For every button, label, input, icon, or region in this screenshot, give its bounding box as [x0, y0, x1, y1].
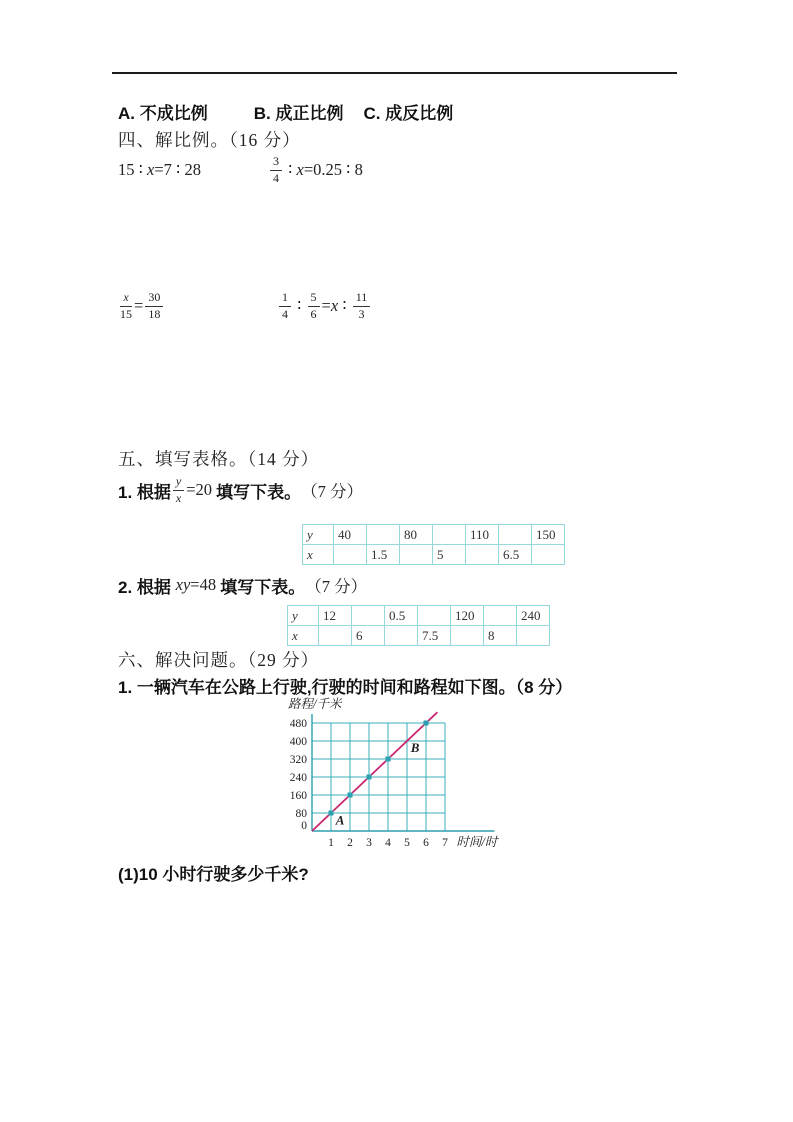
- section5-sub2: [118, 571, 367, 599]
- table-cell: 40: [334, 525, 367, 545]
- table-cell: [466, 545, 499, 565]
- table-header-cell: x: [303, 545, 334, 565]
- y-tick-label: 0: [301, 820, 307, 832]
- y-tick-label: 400: [289, 736, 307, 748]
- table-cell: 120: [451, 606, 484, 626]
- fill-in-table: [302, 524, 565, 565]
- eq-text: ∶: [338, 296, 351, 315]
- eq-text: xy: [175, 575, 191, 594]
- options-row: [118, 99, 453, 124]
- equation-3: [118, 286, 165, 326]
- fill-table-2: [287, 605, 550, 646]
- fraction-denominator: 4: [282, 306, 288, 321]
- fraction-denominator: x: [175, 490, 182, 505]
- x-axis-title: 时间/时: [456, 835, 498, 849]
- eq-text: =0.25 ∶ 8: [303, 160, 363, 179]
- table-cell: [484, 606, 517, 626]
- y-tick-label: 320: [289, 754, 307, 766]
- y-tick-label: 160: [289, 790, 307, 802]
- eq-text: =: [321, 296, 331, 315]
- data-point: [367, 775, 372, 780]
- data-point: [386, 757, 391, 762]
- table-cell: 5: [433, 545, 466, 565]
- table-cell: 0.5: [385, 606, 418, 626]
- eq-text: x: [296, 160, 304, 179]
- fraction-numerator: 11: [353, 291, 371, 306]
- fraction-numerator: 30: [145, 291, 163, 306]
- option-b: B. 成正比例: [253, 104, 344, 123]
- fraction: [120, 291, 132, 320]
- fraction-denominator: 4: [273, 170, 279, 185]
- table-cell: 240: [517, 606, 550, 626]
- eq-text: ∶: [293, 296, 306, 315]
- table-cell: 110: [466, 525, 499, 545]
- data-point: [329, 811, 334, 816]
- fraction-numerator: 5: [308, 291, 320, 306]
- fraction-numerator: 1: [279, 291, 291, 306]
- fraction-numerator: 3: [270, 155, 282, 170]
- x-tick-label: 1: [328, 837, 334, 849]
- table-header-cell: y: [288, 606, 319, 626]
- problem1-text: 1. 一辆汽车在公路上行驶,行驶的时间和路程如下图。（8 分）: [118, 678, 573, 697]
- fraction: [270, 155, 282, 184]
- table-cell: [499, 525, 532, 545]
- table-cell: [367, 525, 400, 545]
- fraction-numerator: y: [173, 475, 184, 490]
- eq-text: x: [147, 160, 155, 179]
- section6-title: 六、解决问题。（29 分）: [118, 650, 320, 670]
- table-cell: [433, 525, 466, 545]
- section5-title: 五、填写表格。（14 分）: [118, 449, 320, 469]
- fraction-denominator: 15: [120, 306, 132, 321]
- table-cell: 6: [352, 626, 385, 646]
- eq-text: 1. 根据: [118, 482, 171, 502]
- x-tick-label: 6: [423, 837, 429, 849]
- table-cell: 6.5: [499, 545, 532, 565]
- point-label-B: B: [410, 739, 420, 755]
- y-tick-label: 80: [295, 808, 307, 820]
- eq-text: （7 分）: [305, 577, 368, 596]
- section4-title: 四、解比例。（16 分）: [118, 130, 301, 150]
- x-tick-label: 5: [404, 837, 410, 849]
- data-point: [424, 721, 429, 726]
- table-cell: [451, 626, 484, 646]
- eq-text: =48: [190, 575, 221, 594]
- table-cell: [319, 626, 352, 646]
- fraction: [145, 291, 163, 320]
- table-cell: [418, 606, 451, 626]
- top-divider: [112, 72, 677, 74]
- table-row: [288, 606, 550, 626]
- table-cell: [517, 626, 550, 646]
- table-row: [288, 626, 550, 646]
- equation-4: [277, 286, 372, 326]
- section5-sub1: [118, 473, 363, 507]
- fraction-denominator: 18: [148, 306, 161, 321]
- fraction-denominator: 6: [310, 306, 317, 321]
- eq-text: 填写下表。: [220, 577, 306, 597]
- x-tick-label: 7: [442, 837, 448, 849]
- distance-time-graph: [270, 694, 520, 859]
- fraction: [173, 475, 184, 504]
- equation-2: [268, 150, 363, 190]
- eq-text: =20: [186, 480, 217, 499]
- question1-text: (1)10 小时行驶多少千米?: [118, 865, 309, 884]
- table-cell: [352, 606, 385, 626]
- distance-time-chart: [270, 694, 520, 859]
- fill-in-table: [287, 605, 550, 646]
- eq-text: =7 ∶ 28: [154, 160, 201, 179]
- eq-text: x: [330, 296, 339, 315]
- table-cell: 80: [400, 525, 433, 545]
- option-c: C. 成反比例: [363, 104, 454, 123]
- table-cell: [334, 545, 367, 565]
- y-axis-title: 路程/千米: [288, 697, 342, 711]
- table-cell: 150: [532, 525, 565, 545]
- table-cell: 12: [319, 606, 352, 626]
- table-cell: 7.5: [418, 626, 451, 646]
- table-row: [303, 525, 565, 545]
- eq-text: 2. 根据: [118, 577, 176, 597]
- data-point: [348, 793, 353, 798]
- fraction-numerator: x: [120, 291, 132, 306]
- y-tick-label: 240: [289, 772, 307, 784]
- table-cell: 8: [484, 626, 517, 646]
- x-tick-label: 4: [385, 837, 391, 849]
- table-cell: [385, 626, 418, 646]
- eq-text: （7 分）: [301, 482, 364, 501]
- eq-text: 15 ∶: [118, 160, 148, 179]
- fill-table-1: [302, 524, 565, 565]
- table-header-cell: x: [288, 626, 319, 646]
- fraction: [353, 291, 371, 320]
- fraction-denominator: 3: [358, 306, 365, 321]
- table-row: [303, 545, 565, 565]
- fraction: [308, 291, 320, 320]
- x-tick-label: 3: [366, 837, 372, 849]
- table-cell: 1.5: [367, 545, 400, 565]
- option-a: A. 不成比例: [118, 104, 208, 123]
- eq-text: ∶: [284, 160, 297, 179]
- table-cell: [532, 545, 565, 565]
- table-header-cell: y: [303, 525, 334, 545]
- eq-text: =: [134, 296, 144, 315]
- fraction: [279, 291, 291, 320]
- x-tick-label: 2: [347, 837, 353, 849]
- table-cell: [400, 545, 433, 565]
- y-tick-label: 480: [289, 718, 307, 730]
- eq-text: 填写下表。: [216, 482, 302, 502]
- equation-1: [118, 153, 201, 187]
- point-label-A: A: [335, 812, 345, 828]
